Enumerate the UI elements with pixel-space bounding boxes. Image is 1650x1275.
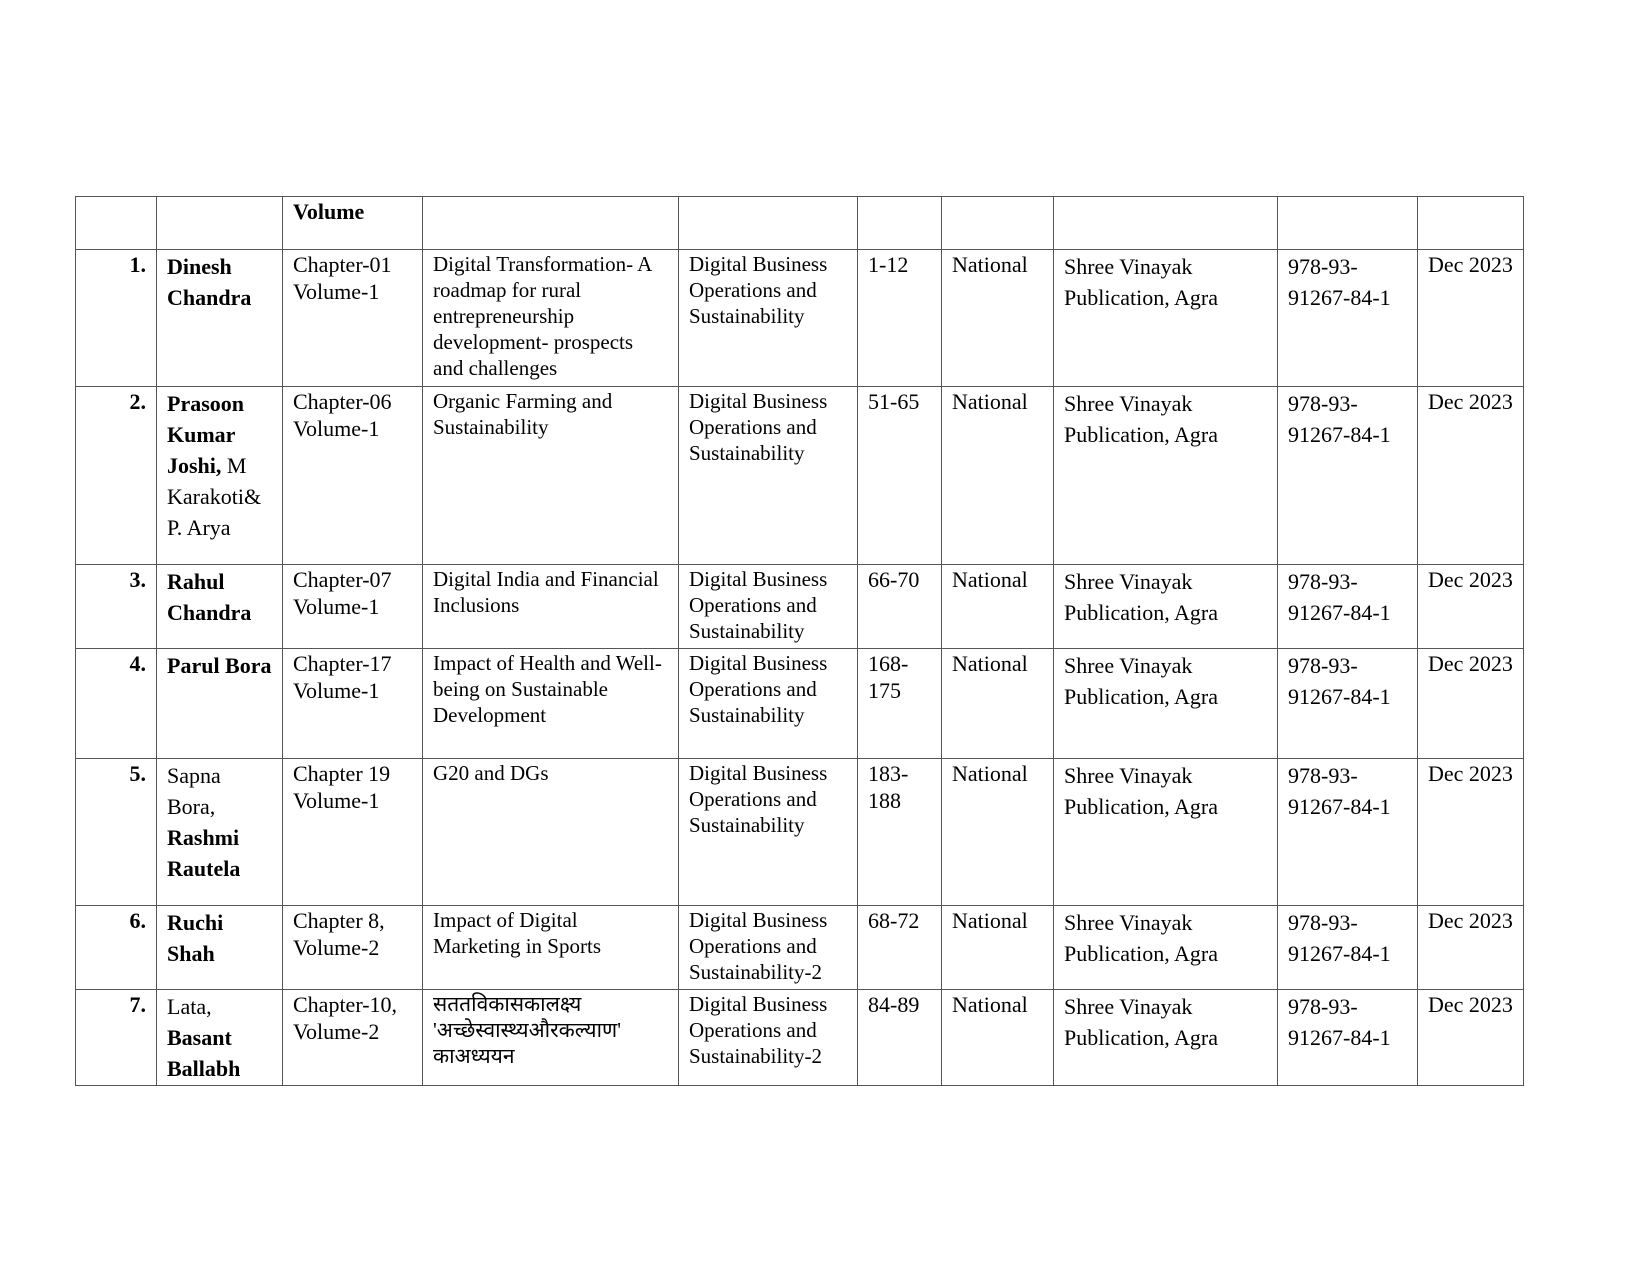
authors-cell [157, 250, 283, 387]
table-row [76, 990, 1524, 1086]
serial-number-cell: 6. [76, 906, 157, 990]
author-name-bold: Basant Ballabh [167, 1025, 241, 1081]
date-cell: Dec 2023 [1418, 906, 1524, 990]
authors-cell [157, 759, 283, 906]
publisher-cell: Shree Vinayak Publication, Agra [1054, 387, 1278, 565]
title-cell: Digital India and Financial Inclusions [423, 565, 679, 649]
title-cell: सततविकासकालक्ष्य 'अच्छेस्वास्थ्यऔरकल्याण' काअध्ययन [423, 990, 679, 1086]
book-cell: Digital Business Operations and Sustainability-2 [679, 990, 858, 1086]
publisher-cell: Shree Vinayak Publication, Agra [1054, 250, 1278, 387]
table-row [76, 250, 1524, 387]
title-cell: Digital Transformation- A roadmap for rural entrepreneurship development- prospects and challenges [423, 250, 679, 387]
table-row [76, 906, 1524, 990]
title-cell: Impact of Digital Marketing in Sports [423, 906, 679, 990]
header-cell [1278, 197, 1418, 250]
authors-cell [157, 387, 283, 565]
pages-cell: 84-89 [858, 990, 942, 1086]
title-cell: G20 and DGs [423, 759, 679, 906]
date-cell: Dec 2023 [1418, 250, 1524, 387]
header-cell [858, 197, 942, 250]
publications-table [75, 196, 1524, 1086]
isbn-cell: 978-93-91267-84-1 [1278, 906, 1418, 990]
publisher-cell: Shree Vinayak Publication, Agra [1054, 906, 1278, 990]
book-cell: Digital Business Operations and Sustainability [679, 565, 858, 649]
date-cell: Dec 2023 [1418, 565, 1524, 649]
pages-cell: 66-70 [858, 565, 942, 649]
header-cell [1418, 197, 1524, 250]
level-cell: National [942, 649, 1054, 759]
level-cell: National [942, 906, 1054, 990]
pages-cell: 183-188 [858, 759, 942, 906]
level-cell: National [942, 565, 1054, 649]
date-cell: Dec 2023 [1418, 387, 1524, 565]
isbn-cell: 978-93-91267-84-1 [1278, 387, 1418, 565]
header-cell [1054, 197, 1278, 250]
date-cell: Dec 2023 [1418, 759, 1524, 906]
book-cell: Digital Business Operations and Sustainability [679, 387, 858, 565]
serial-number-cell: 7. [76, 990, 157, 1086]
authors-cell [157, 990, 283, 1086]
pages-cell: 168-175 [858, 649, 942, 759]
book-cell: Digital Business Operations and Sustainability [679, 759, 858, 906]
header-cell [679, 197, 858, 250]
level-cell: National [942, 759, 1054, 906]
pages-cell: 68-72 [858, 906, 942, 990]
title-cell: Impact of Health and Well-being on Sustainable Development [423, 649, 679, 759]
chapter-cell: Chapter-01 Volume-1 [283, 250, 423, 387]
header-cell [157, 197, 283, 250]
header-cell [76, 197, 157, 250]
level-cell: National [942, 387, 1054, 565]
publisher-cell: Shree Vinayak Publication, Agra [1054, 759, 1278, 906]
chapter-cell: Chapter 8, Volume-2 [283, 906, 423, 990]
table-row [76, 387, 1524, 565]
author-name: M Karakoti& P. Arya [167, 453, 262, 540]
level-cell: National [942, 990, 1054, 1086]
isbn-cell: 978-93-91267-84-1 [1278, 649, 1418, 759]
header-cell [942, 197, 1054, 250]
date-cell: Dec 2023 [1418, 649, 1524, 759]
chapter-cell: Chapter-06 Volume-1 [283, 387, 423, 565]
serial-number-cell: 4. [76, 649, 157, 759]
author-name-bold: Dinesh Chandra [167, 254, 252, 310]
pages-cell: 51-65 [858, 387, 942, 565]
table-row [76, 759, 1524, 906]
table-row [76, 649, 1524, 759]
publisher-cell: Shree Vinayak Publication, Agra [1054, 649, 1278, 759]
isbn-cell: 978-93-91267-84-1 [1278, 759, 1418, 906]
chapter-cell: Chapter-07 Volume-1 [283, 565, 423, 649]
level-cell: National [942, 250, 1054, 387]
header-row [76, 197, 1524, 250]
table-row [76, 565, 1524, 649]
publisher-cell: Shree Vinayak Publication, Agra [1054, 565, 1278, 649]
header-cell-volume: Volume [283, 197, 423, 250]
book-cell: Digital Business Operations and Sustainability [679, 649, 858, 759]
author-name-bold: Prasoon Kumar Joshi, [167, 391, 244, 478]
book-cell: Digital Business Operations and Sustainability [679, 250, 858, 387]
isbn-cell: 978-93-91267-84-1 [1278, 990, 1418, 1086]
isbn-cell: 978-93-91267-84-1 [1278, 250, 1418, 387]
book-cell: Digital Business Operations and Sustainability-2 [679, 906, 858, 990]
authors-cell [157, 906, 283, 990]
chapter-cell: Chapter 19 Volume-1 [283, 759, 423, 906]
authors-cell [157, 649, 283, 759]
date-cell: Dec 2023 [1418, 990, 1524, 1086]
serial-number-cell: 3. [76, 565, 157, 649]
author-name-bold: Parul Bora [167, 653, 272, 678]
author-name-bold: Ruchi Shah [167, 910, 224, 966]
author-name-bold: Rashmi Rautela [167, 825, 241, 881]
author-name: Lata, [167, 994, 212, 1019]
pages-cell: 1-12 [858, 250, 942, 387]
author-name-bold: Rahul Chandra [167, 569, 252, 625]
chapter-cell: Chapter-10, Volume-2 [283, 990, 423, 1086]
publisher-cell: Shree Vinayak Publication, Agra [1054, 990, 1278, 1086]
authors-cell [157, 565, 283, 649]
author-name: Sapna Bora, [167, 763, 221, 819]
isbn-cell: 978-93-91267-84-1 [1278, 565, 1418, 649]
chapter-cell: Chapter-17 Volume-1 [283, 649, 423, 759]
title-cell: Organic Farming and Sustainability [423, 387, 679, 565]
serial-number-cell: 1. [76, 250, 157, 387]
header-cell [423, 197, 679, 250]
serial-number-cell: 2. [76, 387, 157, 565]
serial-number-cell: 5. [76, 759, 157, 906]
